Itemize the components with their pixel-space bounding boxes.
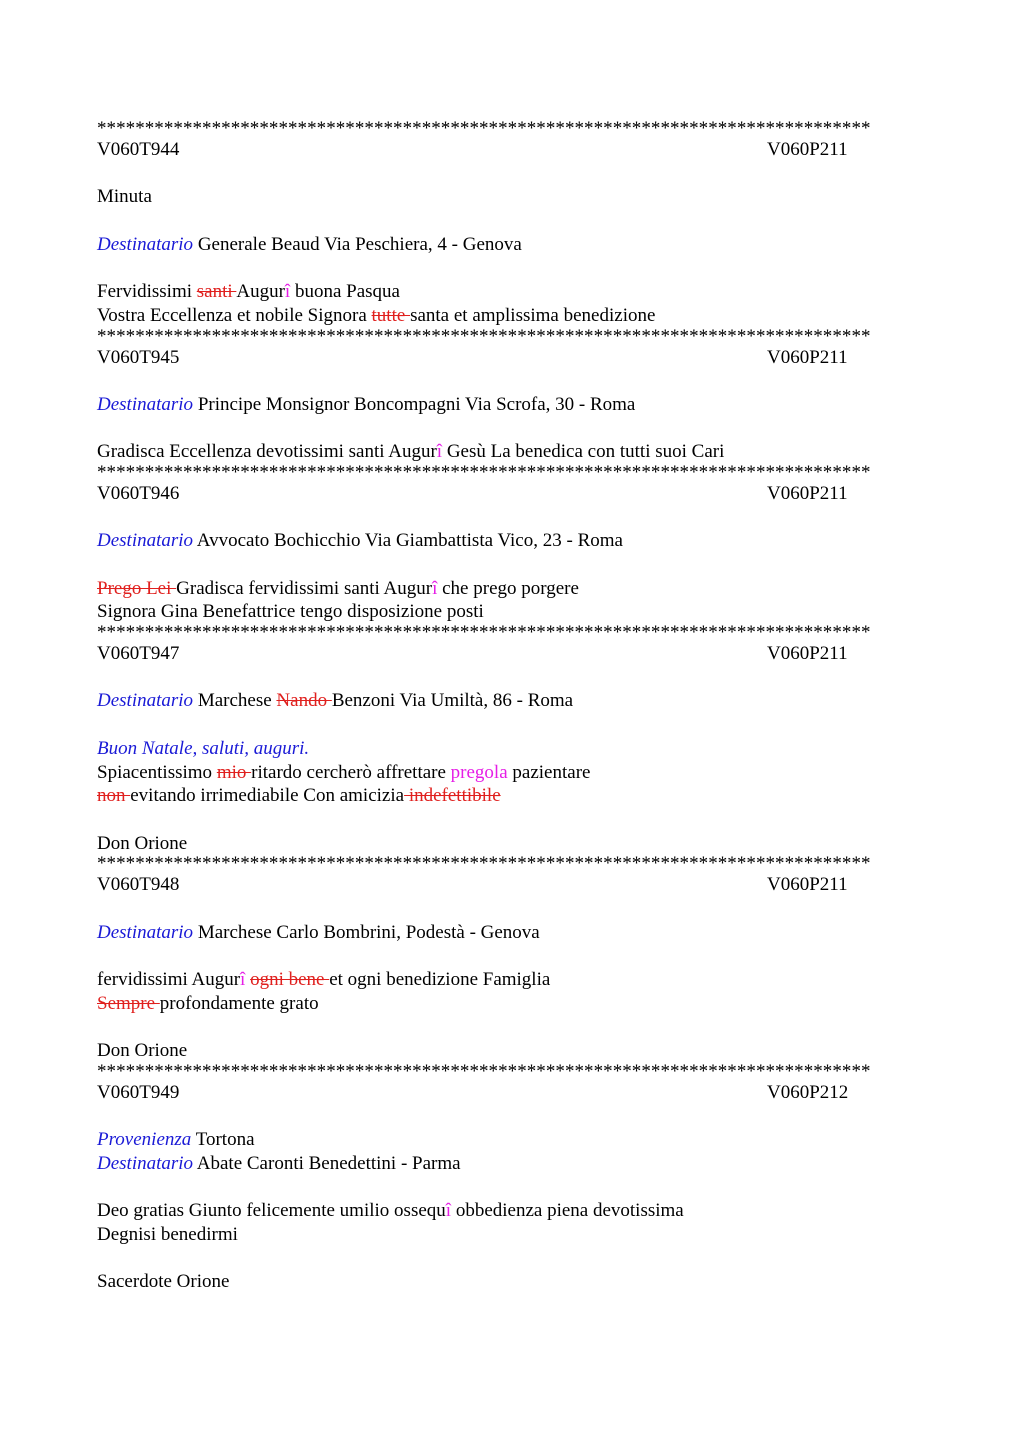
recipient: Marchese bbox=[197, 690, 277, 712]
text-line bbox=[97, 440, 927, 464]
entry-header bbox=[97, 138, 927, 162]
correction-mark: î bbox=[284, 281, 291, 303]
correction-mark: pregola bbox=[450, 761, 508, 783]
deleted-text: santi bbox=[196, 281, 237, 303]
recipient: Generale Beaud Via Peschiera, 4 - Genova bbox=[197, 233, 522, 255]
recipient: Principe Monsignor Boncompagni Via Scrofa, 30 - Roma bbox=[197, 393, 636, 415]
recipient-line bbox=[97, 233, 927, 257]
text-line bbox=[97, 968, 927, 992]
text: profondamente grato bbox=[159, 992, 319, 1014]
recipient-line bbox=[97, 921, 927, 945]
text-line bbox=[97, 761, 927, 785]
text-line: Signora Gina Benefattrice tengo disposizione posti bbox=[97, 601, 484, 623]
deleted-text: mio bbox=[216, 761, 252, 783]
entry-header bbox=[97, 346, 927, 370]
entry-header bbox=[97, 1081, 927, 1105]
deleted-text: indefettibile bbox=[404, 785, 501, 807]
recipient-label: Destinatario bbox=[97, 690, 194, 712]
entry-id: V060T949 bbox=[97, 1081, 180, 1103]
page-ref: V060P211 bbox=[767, 874, 848, 896]
text: che prego porgere bbox=[437, 577, 579, 599]
correction-mark: î bbox=[432, 577, 438, 599]
text: et ogni benedizione Famiglia bbox=[329, 969, 551, 990]
text: Fervidissimi bbox=[97, 281, 197, 303]
text-line bbox=[97, 577, 927, 601]
text: buona Pasqua bbox=[290, 281, 400, 303]
entry-type: Minuta bbox=[97, 186, 152, 208]
separator: ********************************************************************************* bbox=[97, 327, 871, 346]
text: Deo gratias Giunto felicemente umilio ossequ bbox=[97, 1200, 446, 1222]
deleted-text: non bbox=[97, 785, 131, 807]
recipient-label: Destinatario bbox=[97, 921, 194, 943]
text-line bbox=[97, 304, 927, 328]
separator: ********************************************************************************* bbox=[97, 624, 871, 643]
recipient: Abate Caronti Benedettini - Parma bbox=[196, 1152, 461, 1174]
text: Spiacentissimo bbox=[97, 761, 217, 783]
recipient-line bbox=[97, 529, 927, 553]
recipient-label: Destinatario bbox=[97, 1152, 194, 1174]
document-body bbox=[97, 120, 927, 1294]
separator: ********************************************************************************* bbox=[97, 1062, 871, 1081]
deleted-text: Prego Lei bbox=[97, 577, 177, 599]
text-line bbox=[97, 280, 927, 304]
origin-label: Provenienza bbox=[97, 1129, 192, 1151]
entry-id: V060T944 bbox=[97, 139, 180, 160]
text-line bbox=[97, 784, 927, 808]
recipient-line bbox=[97, 689, 927, 713]
entry-id: V060T946 bbox=[97, 482, 180, 504]
text: evitando irrimediabile Con amicizia bbox=[130, 785, 405, 807]
text: Gradisca fervidissimi santi Augur bbox=[176, 577, 433, 599]
text-line bbox=[97, 992, 927, 1016]
entry-id: V060T947 bbox=[97, 643, 180, 665]
recipient-label: Destinatario bbox=[97, 393, 194, 415]
text: santa et amplissima benedizione bbox=[410, 304, 656, 326]
text-line: Degnisi benedirmi bbox=[97, 1223, 238, 1245]
correction-mark: î bbox=[436, 441, 443, 463]
recipient: Benzoni Via Umiltà, 86 - Roma bbox=[331, 690, 574, 712]
entry-header bbox=[97, 482, 927, 506]
separator: ********************************************************************************* bbox=[97, 120, 871, 138]
entry-id: V060T945 bbox=[97, 346, 180, 368]
correction-mark: î bbox=[240, 969, 246, 990]
page-ref: V060P211 bbox=[767, 346, 848, 368]
recipient-line bbox=[97, 1152, 927, 1176]
entry-id: V060T948 bbox=[97, 874, 180, 896]
entry-header bbox=[97, 873, 927, 897]
deleted-text: Nando bbox=[276, 690, 332, 712]
recipient-line bbox=[97, 393, 927, 417]
text: pazientare bbox=[507, 761, 591, 783]
page-ref: V060P211 bbox=[767, 482, 848, 504]
page-ref: V060P211 bbox=[767, 643, 848, 665]
separator: ********************************************************************************* bbox=[97, 463, 871, 482]
text-line bbox=[97, 1199, 927, 1223]
origin-line bbox=[97, 1128, 927, 1152]
deleted-text: ogni bene bbox=[250, 969, 330, 990]
text: Vostra Eccellenza et nobile Signora bbox=[97, 304, 372, 326]
separator: ********************************************************************************* bbox=[97, 855, 871, 874]
recipient-label: Destinatario bbox=[97, 530, 194, 552]
recipient: Marchese Carlo Bombrini, Podestà - Genova bbox=[197, 921, 540, 943]
origin: Tortona bbox=[195, 1129, 255, 1151]
recipient: Avvocato Bochicchio Via Giambattista Vico, 23 - Roma bbox=[196, 530, 623, 552]
signature: Don Orione bbox=[97, 1040, 188, 1062]
text: ritardo cercherò affrettare bbox=[251, 761, 451, 783]
text: Gradisca Eccellenza devotissimi santi Augur bbox=[97, 441, 437, 463]
recipient-label: Destinatario bbox=[97, 233, 194, 255]
deleted-text: Sempre bbox=[97, 992, 160, 1014]
entry-header bbox=[97, 642, 927, 666]
signature: Don Orione bbox=[97, 832, 188, 854]
correction-mark: î bbox=[445, 1200, 452, 1222]
text: Augur bbox=[236, 281, 285, 303]
signature: Sacerdote Orione bbox=[97, 1271, 230, 1293]
page-ref: V060P212 bbox=[767, 1081, 849, 1103]
deleted-text: tutte bbox=[371, 304, 411, 326]
page-ref: V060P211 bbox=[767, 139, 848, 160]
text: obbedienza piena devotissima bbox=[451, 1200, 684, 1222]
text: fervidissimi Augur bbox=[97, 969, 241, 990]
greeting-note: Buon Natale, saluti, auguri. bbox=[97, 737, 310, 759]
text: Gesù La benedica con tutti suoi Cari bbox=[442, 441, 725, 463]
